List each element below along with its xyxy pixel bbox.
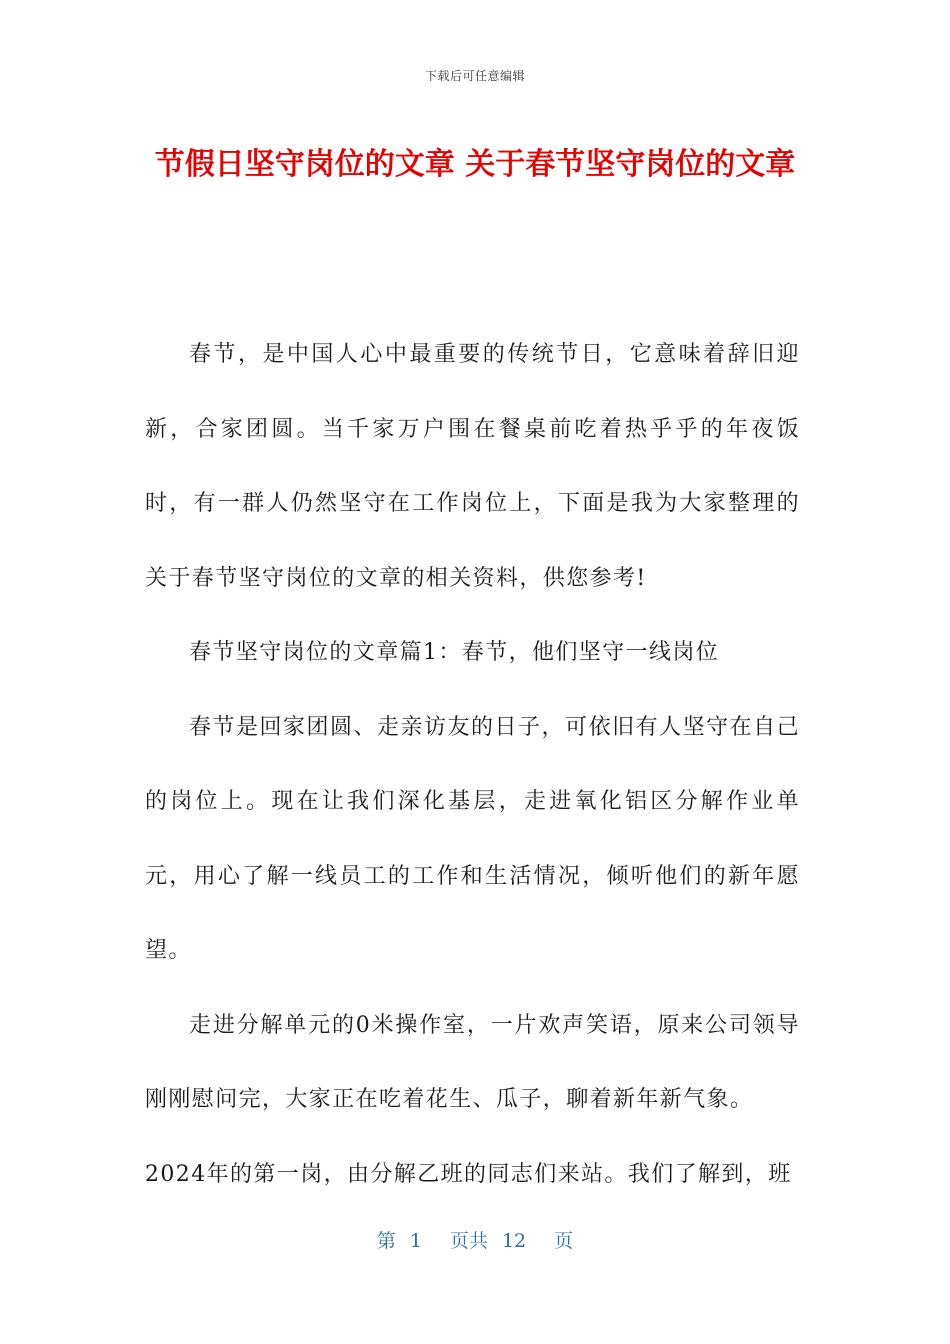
page-label-prefix: 第 — [376, 1230, 396, 1252]
document-body — [145, 318, 800, 1212]
page-label-suffix: 页 — [554, 1230, 574, 1252]
paragraph-body-1: 春节是回家团圆、走亲访友的日子，可依旧有人坚守在自己的岗位上。现在让我们深化基层，走进氧化铝区分解作业单元，用心了解一线员工的工作和生活情况，倾听他们的新年愿望。 — [145, 714, 800, 963]
paragraph-subheading: 春节坚守岗位的文章篇1：春节，他们坚守一线岗位 — [189, 640, 720, 665]
paragraph-body-2: 走进分解单元的0米操作室，一片欢声笑语，原来公司领导刚刚慰问完，大家正在吃着花生、瓜子，聊着新年新气象。 — [145, 1012, 800, 1112]
paragraph-intro: 春节，是中国人心中最重要的传统节日，它意味着辞旧迎新，合家团圆。当千家万户围在餐桌前吃着热乎乎的年夜饭时，有一群人仍然坚守在工作岗位上，下面是我为大家整理的关于春节坚守岗位的文章的相关资料，供您参考! — [145, 342, 800, 591]
total-pages: 12 — [501, 1230, 527, 1252]
document-title: 节假日坚守岗位的文章 关于春节坚守岗位的文章 — [154, 147, 796, 182]
page-number: 1 — [409, 1230, 422, 1252]
page-label-mid: 页共 — [449, 1230, 488, 1252]
paragraph-body-3: 2024年的第一岗，由分解乙班的同志们来站。我们了解到，班 — [145, 1161, 792, 1187]
header-note: 下载后可任意编辑 — [424, 69, 525, 83]
page-footer — [0, 1226, 950, 1253]
